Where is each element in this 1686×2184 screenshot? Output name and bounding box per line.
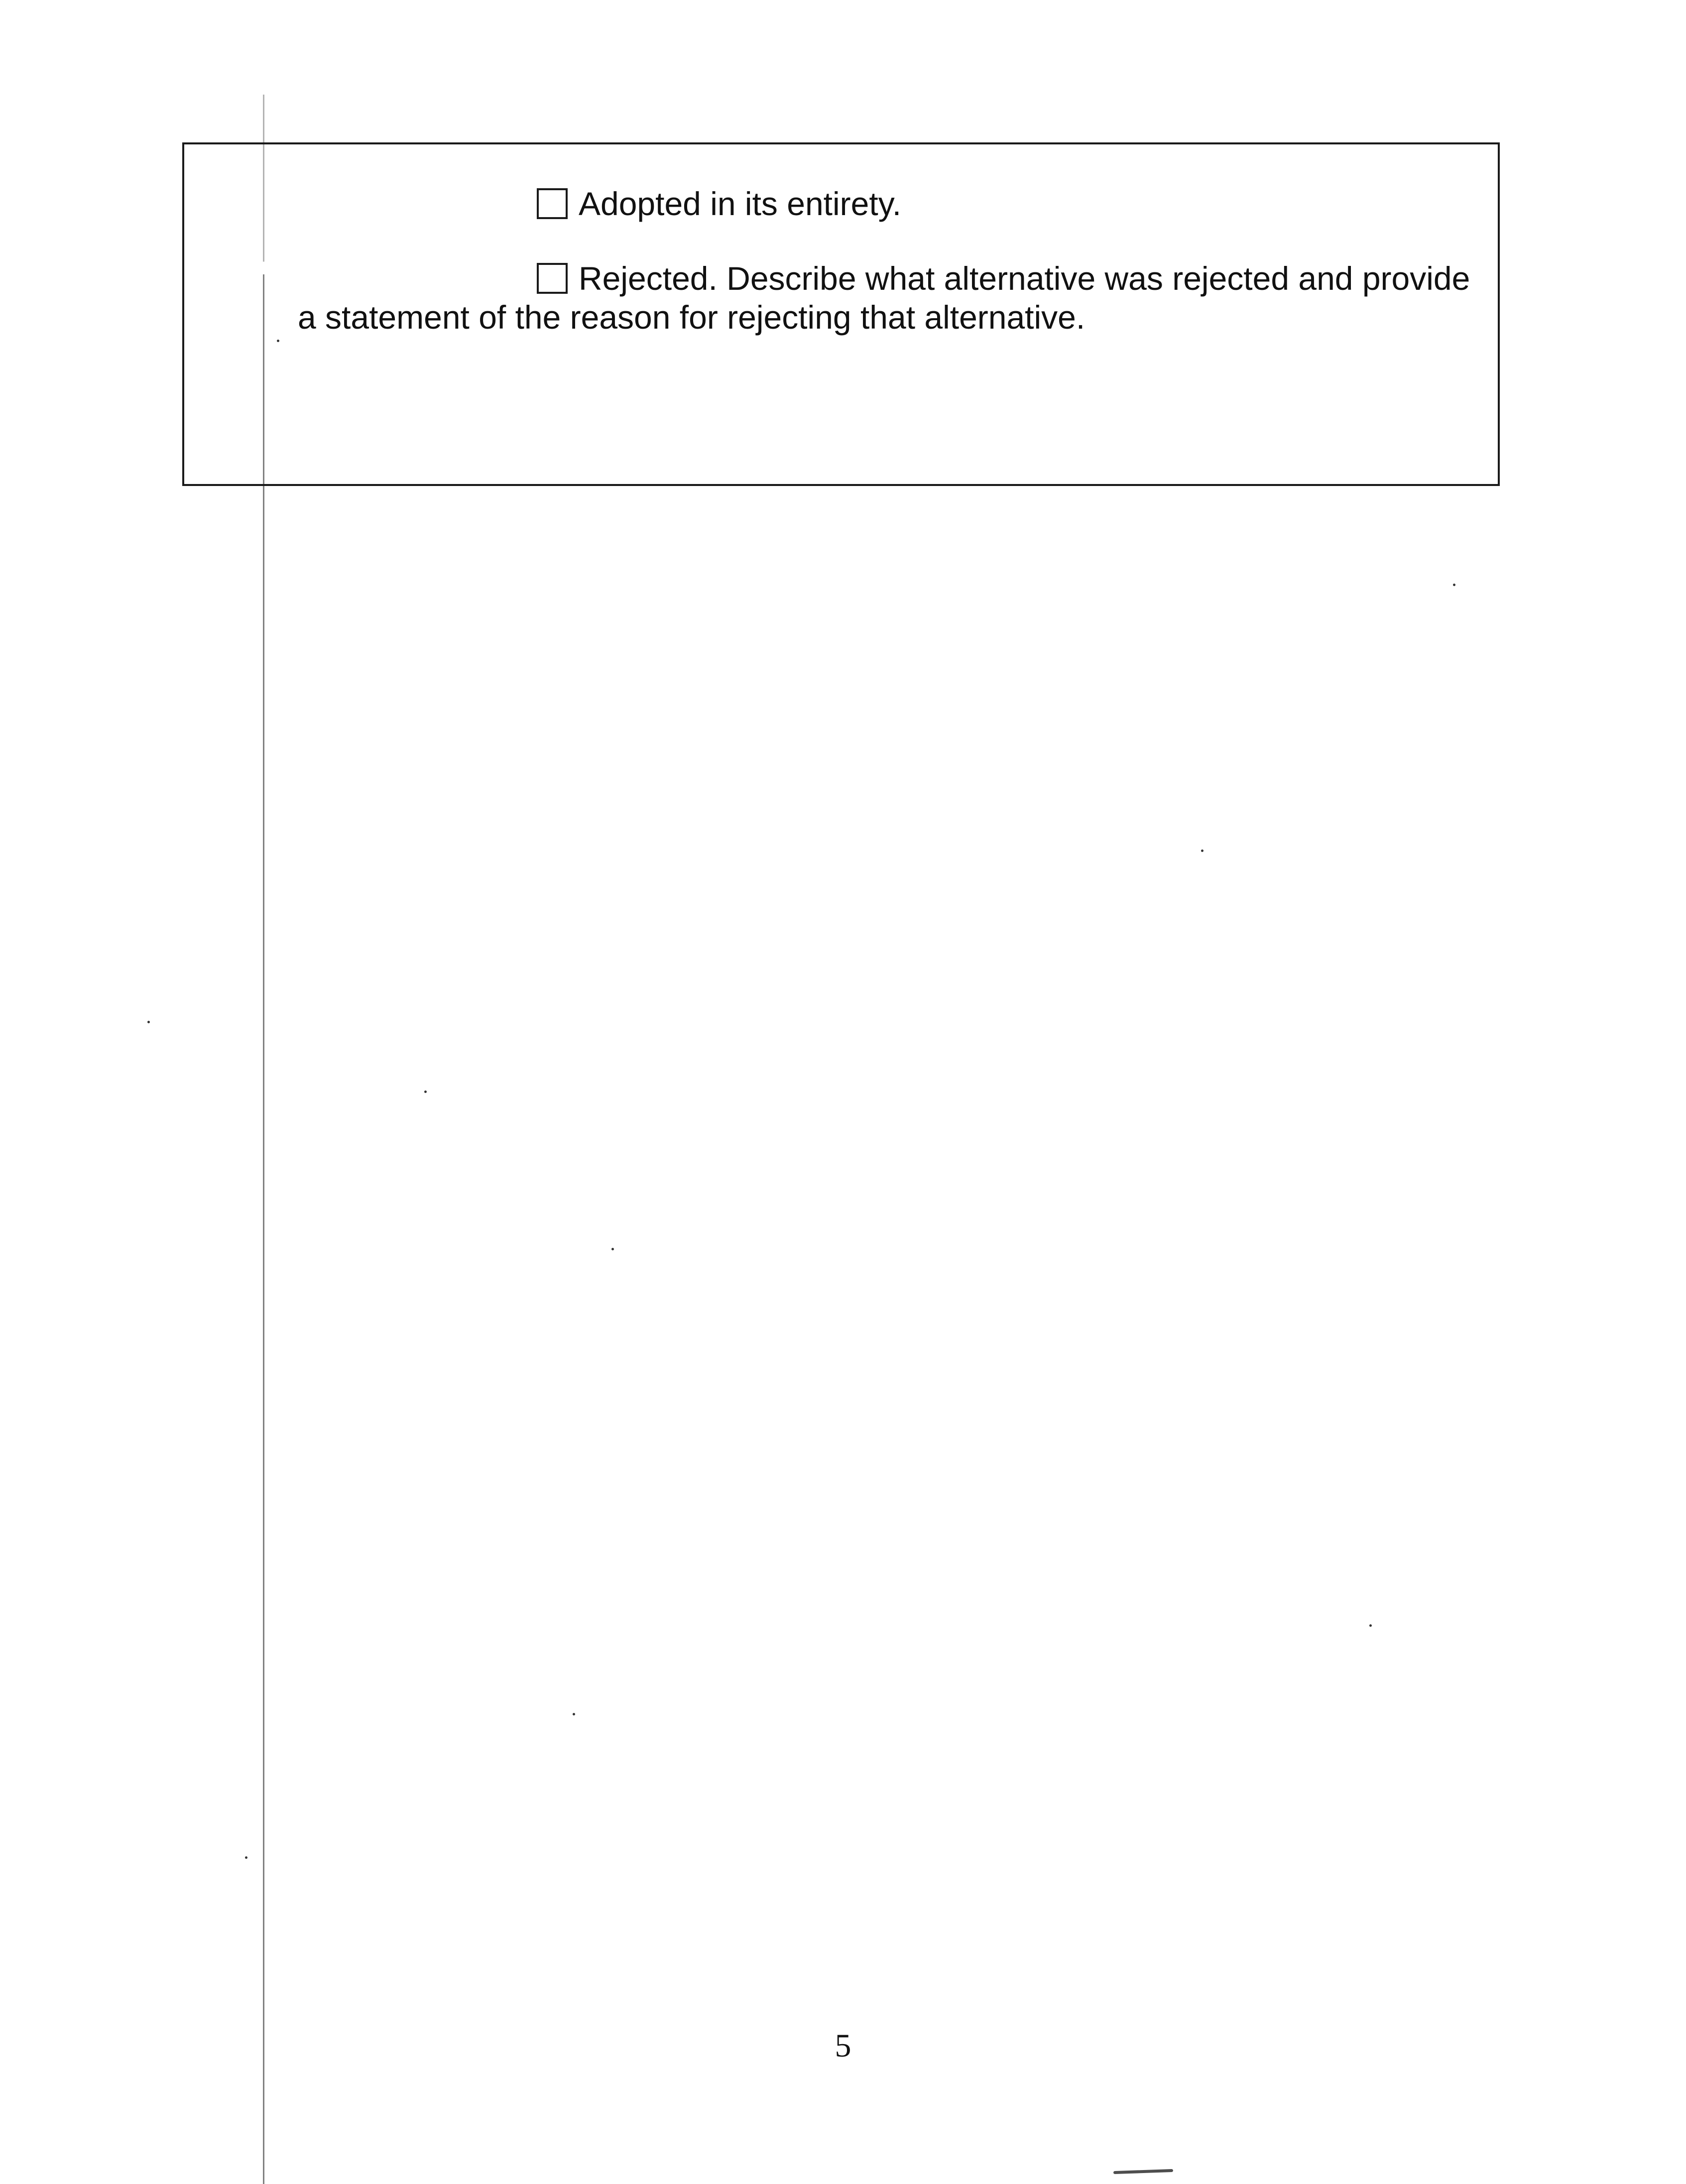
adopted-checkbox[interactable] — [537, 188, 568, 219]
option-adopted[interactable] — [537, 187, 901, 220]
scan-speck — [573, 1713, 575, 1715]
scan-speck — [1201, 849, 1204, 852]
scan-speck — [245, 1856, 247, 1859]
scan-speck — [1369, 1624, 1372, 1627]
option-rejected[interactable] — [537, 262, 1470, 295]
scan-speck — [147, 1021, 150, 1023]
scan-smudge — [1113, 2169, 1173, 2174]
scan-speck — [611, 1248, 614, 1250]
page-number: 5 — [835, 2028, 851, 2064]
rejected-checkbox[interactable] — [537, 263, 568, 294]
adopted-label: Adopted in its entirety. — [579, 185, 902, 222]
scan-speck — [1453, 584, 1455, 586]
scan-speck — [277, 340, 279, 342]
rejected-label-continuation: a statement of the reason for rejecting that alternative. — [298, 299, 1085, 336]
scan-speck — [424, 1091, 427, 1093]
rejected-label: Rejected. Describe what alternative was rejected and provide — [579, 260, 1470, 297]
